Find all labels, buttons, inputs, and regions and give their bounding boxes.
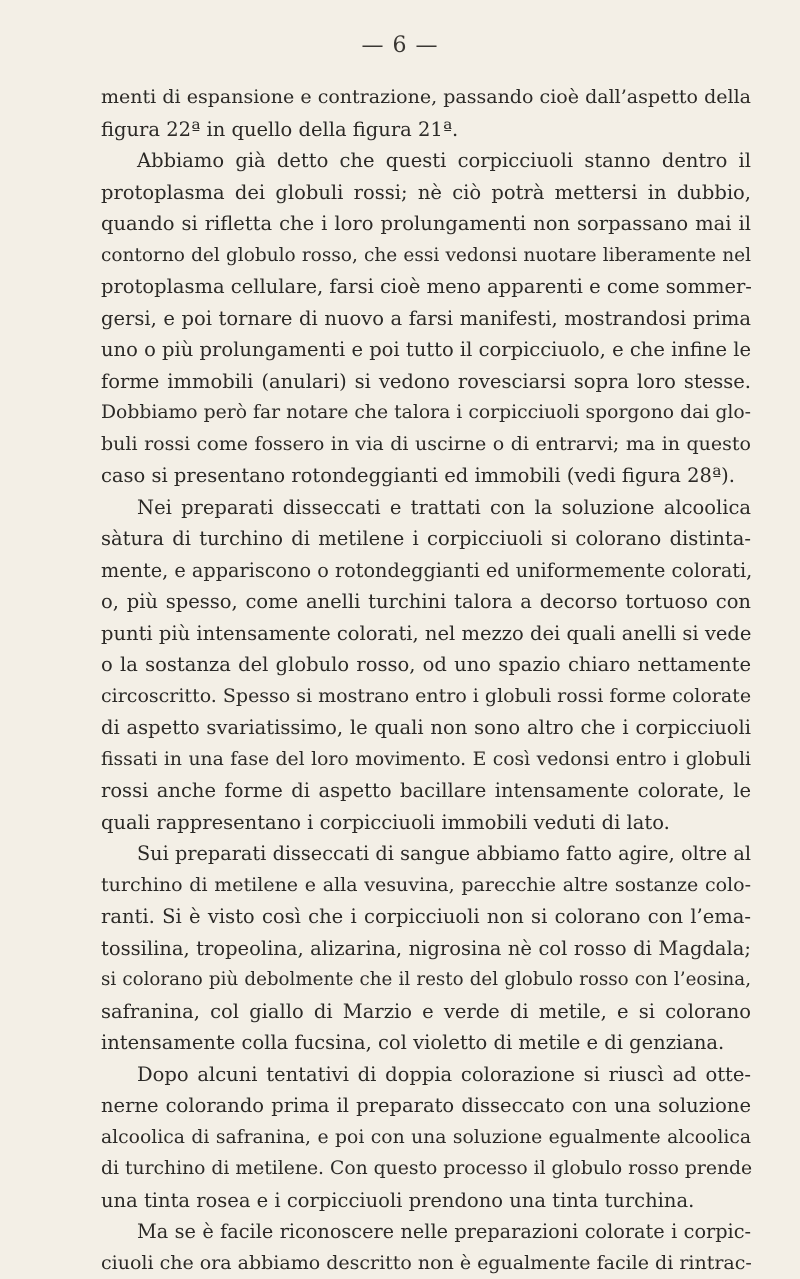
text-line: quando si rifletta che i loro prolungamenti non sorpassano mai il: [101, 208, 751, 240]
text-line: fissati in una fase del loro movimento. E così vedonsi entro i globuli: [101, 744, 751, 776]
text-line: caso si presentano rotondeggianti ed immobili (vedi figura 28ª).: [101, 460, 751, 492]
text-line: alcoolica di safranina, e poi con una soluzione egualmente alcoolica: [101, 1122, 751, 1154]
text-line: uno o più prolungamenti e poi tutto il corpicciuolo, e che infine le: [101, 334, 751, 366]
text-line: tossilina, tropeolina, alizarina, nigrosina nè col rosso di Magdala;: [101, 933, 751, 965]
text-line: buli rossi come fossero in via di uscirne o di entrarvi; ma in questo: [101, 429, 751, 461]
text-line: Abbiamo già detto che questi corpicciuoli stanno dentro il: [101, 145, 751, 177]
text-line: una tinta rosea e i corpicciuoli prendono una tinta turchina.: [101, 1185, 751, 1217]
text-line: ciuoli che ora abbiamo descritto non è egualmente facile di rintrac-: [101, 1248, 751, 1279]
text-line: Ma se è facile riconoscere nelle preparazioni colorate i corpic-: [101, 1216, 751, 1248]
text-line: ranti. Si è visto così che i corpicciuoli non si colorano con l’ema-: [101, 901, 751, 933]
text-line: rossi anche forme di aspetto bacillare intensamente colorate, le: [101, 775, 751, 807]
text-line: quali rappresentano i corpicciuoli immobili veduti di lato.: [101, 807, 751, 839]
text-line: di turchino di metilene. Con questo processo il globulo rosso prende: [101, 1153, 751, 1185]
text-line: menti di espansione e contrazione, passando cioè dall’aspetto della: [101, 82, 751, 114]
body-text: [101, 82, 751, 1279]
text-line: si colorano più debolmente che il resto del globulo rosso con l’eosina,: [101, 964, 751, 996]
text-line: circoscritto. Spesso si mostrano entro i globuli rossi forme colorate: [101, 681, 751, 713]
text-line: turchino di metilene e alla vesuvina, parecchie altre sostanze colo-: [101, 870, 751, 902]
text-line: o la sostanza del globulo rosso, od uno spazio chiaro nettamente: [101, 649, 751, 681]
text-line: protoplasma cellulare, farsi cioè meno apparenti e come sommer-: [101, 271, 751, 303]
text-line: nerne colorando prima il preparato disseccato con una soluzione: [101, 1090, 751, 1122]
text-line: di aspetto svariatissimo, le quali non sono altro che i corpicciuoli: [101, 712, 751, 744]
text-line: forme immobili (anulari) si vedono rovesciarsi sopra loro stesse.: [101, 366, 751, 398]
text-line: Sui preparati disseccati di sangue abbiamo fatto agire, oltre al: [101, 838, 751, 870]
page-number: — 6 —: [0, 33, 800, 58]
text-line: intensamente colla fucsina, col violetto di metile e di genziana.: [101, 1027, 751, 1059]
text-line: o, più spesso, come anelli turchini talora a decorso tortuoso con: [101, 586, 751, 618]
text-line: punti più intensamente colorati, nel mezzo dei quali anelli si vede: [101, 618, 751, 650]
text-line: safranina, col giallo di Marzio e verde di metile, e si colorano: [101, 996, 751, 1028]
text-line: mente, e appariscono o rotondeggianti ed uniformemente colorati,: [101, 555, 751, 587]
text-line: figura 22ª in quello della figura 21ª.: [101, 114, 751, 146]
text-line: Dopo alcuni tentativi di doppia colorazione si riuscì ad otte-: [101, 1059, 751, 1091]
text-line: Dobbiamo però far notare che talora i corpicciuoli sporgono dai glo-: [101, 397, 751, 429]
text-line: sàtura di turchino di metilene i corpicciuoli si colorano distinta-: [101, 523, 751, 555]
text-line: Nei preparati disseccati e trattati con la soluzione alcoolica: [101, 492, 751, 524]
text-line: gersi, e poi tornare di nuovo a farsi manifesti, mostrandosi prima: [101, 303, 751, 335]
text-line: contorno del globulo rosso, che essi vedonsi nuotare liberamente nel: [101, 240, 751, 272]
text-line: protoplasma dei globuli rossi; nè ciò potrà mettersi in dubbio,: [101, 177, 751, 209]
